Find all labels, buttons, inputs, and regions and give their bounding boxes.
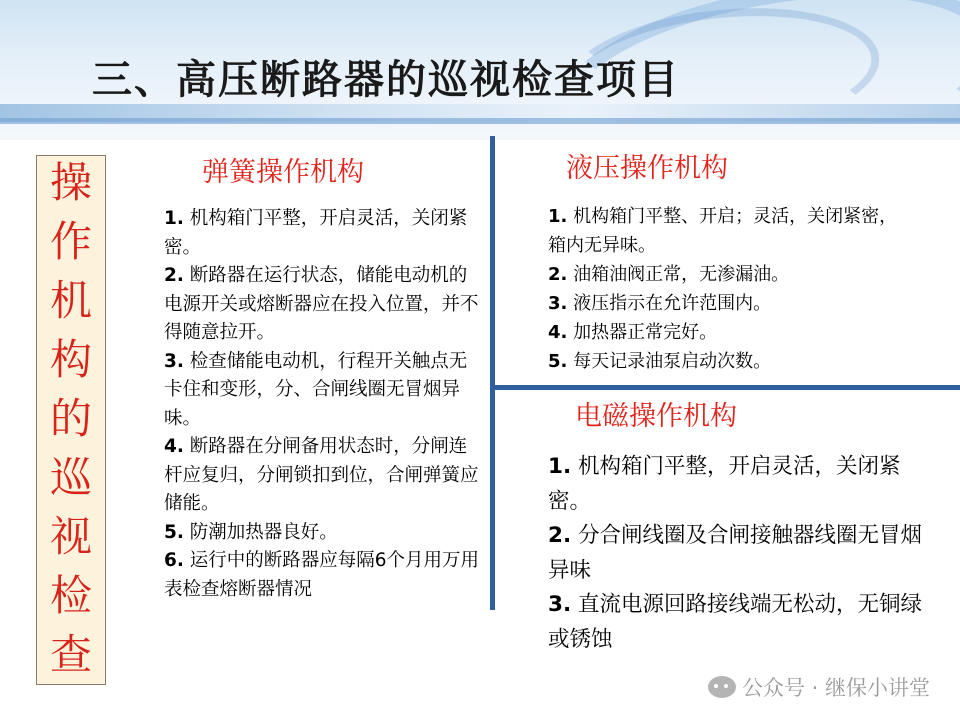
item-text: 防潮加热器良好。: [183, 521, 338, 543]
spring-list: [164, 205, 484, 604]
hydraulic-heading: 液压操作机构: [566, 153, 728, 184]
side-label-char: 作: [49, 217, 92, 266]
item-text: 每天记录油泵启动次数。: [567, 351, 772, 372]
list-item: [548, 588, 928, 657]
item-number: 4.: [164, 436, 184, 457]
watermark-text: 公众号 · 继保小讲堂: [741, 676, 930, 700]
list-item: [548, 260, 908, 289]
side-label-char: 查: [49, 630, 92, 679]
spring-heading: 弹簧操作机构: [202, 157, 364, 188]
list-item: [164, 519, 484, 548]
electromagnetic-list: [548, 450, 928, 657]
item-text: 直流电源回路接线端无松动，无铜绿或锈蚀: [548, 592, 922, 652]
item-text: 液压指示在允许范围内。: [567, 293, 772, 314]
item-number: 2.: [548, 523, 572, 548]
side-label-char: 机: [49, 276, 92, 325]
item-text: 断路器在分闸备用状态时，分闸连杆应复归，分闸锁扣到位，合闸弹簧应储能。: [164, 436, 479, 514]
item-number: 3.: [164, 350, 184, 372]
hydraulic-list: [548, 202, 908, 376]
side-label-char: 检: [49, 571, 92, 620]
item-text: 机构箱门平整，开启灵活，关闭紧密。: [548, 454, 901, 514]
item-text: 分合闸线圈及合闸接触器线圈无冒烟异味: [548, 523, 922, 583]
list-item: [164, 205, 484, 262]
item-text: 断路器在运行状态，储能电动机的电源开关或熔断器应在投入位置，并不得随意拉开。: [164, 265, 479, 343]
side-label-char: 构: [49, 335, 92, 384]
item-number: 5.: [164, 521, 184, 543]
item-text: 油箱油阀正常，无渗漏油。: [567, 264, 790, 285]
item-text: 机构箱门平整、开启；灵活，关闭紧密，箱内无异味。: [548, 206, 898, 256]
list-item: [548, 450, 928, 519]
side-label-char: 视: [49, 512, 92, 561]
vertical-divider: [490, 136, 495, 610]
list-item: [548, 519, 928, 588]
electromagnetic-heading: 电磁操作机构: [575, 401, 737, 432]
item-text: 机构箱门平整，开启灵活，关闭紧密。: [164, 208, 468, 258]
slide-title: 三、高压断路器的巡视检查项目: [92, 57, 680, 103]
list-item: [164, 433, 484, 519]
wechat-icon: [708, 676, 736, 698]
item-number: 2.: [548, 264, 568, 285]
side-label-box: [36, 155, 106, 685]
side-label-char: 巡: [49, 453, 92, 502]
horizontal-divider: [490, 385, 960, 390]
item-number: 3.: [548, 293, 568, 314]
list-item: [548, 318, 908, 347]
list-item: [548, 347, 908, 376]
header-band: [0, 118, 960, 124]
list-item: [164, 547, 484, 604]
item-number: 2.: [164, 265, 184, 286]
item-number: 6.: [164, 550, 184, 571]
item-number: 1.: [548, 206, 568, 227]
list-item: [164, 348, 484, 434]
item-number: 1.: [548, 454, 572, 479]
item-text: 运行中的断路器应每隔6个月用万用表检查熔断器情况: [164, 550, 480, 600]
item-number: 5.: [548, 351, 568, 372]
watermark: [708, 672, 930, 702]
item-text: 加热器正常完好。: [567, 322, 718, 343]
list-item: [548, 202, 908, 260]
item-text: 检查储能电动机，行程开关触点无卡住和变形，分、合闸线圈无冒烟异味。: [164, 350, 468, 429]
list-item: [164, 262, 484, 348]
side-label-char: 操: [49, 158, 92, 207]
item-number: 3.: [548, 592, 572, 617]
item-number: 4.: [548, 322, 568, 343]
side-label-char: 的: [49, 394, 92, 443]
list-item: [548, 289, 908, 318]
item-number: 1.: [164, 208, 184, 229]
